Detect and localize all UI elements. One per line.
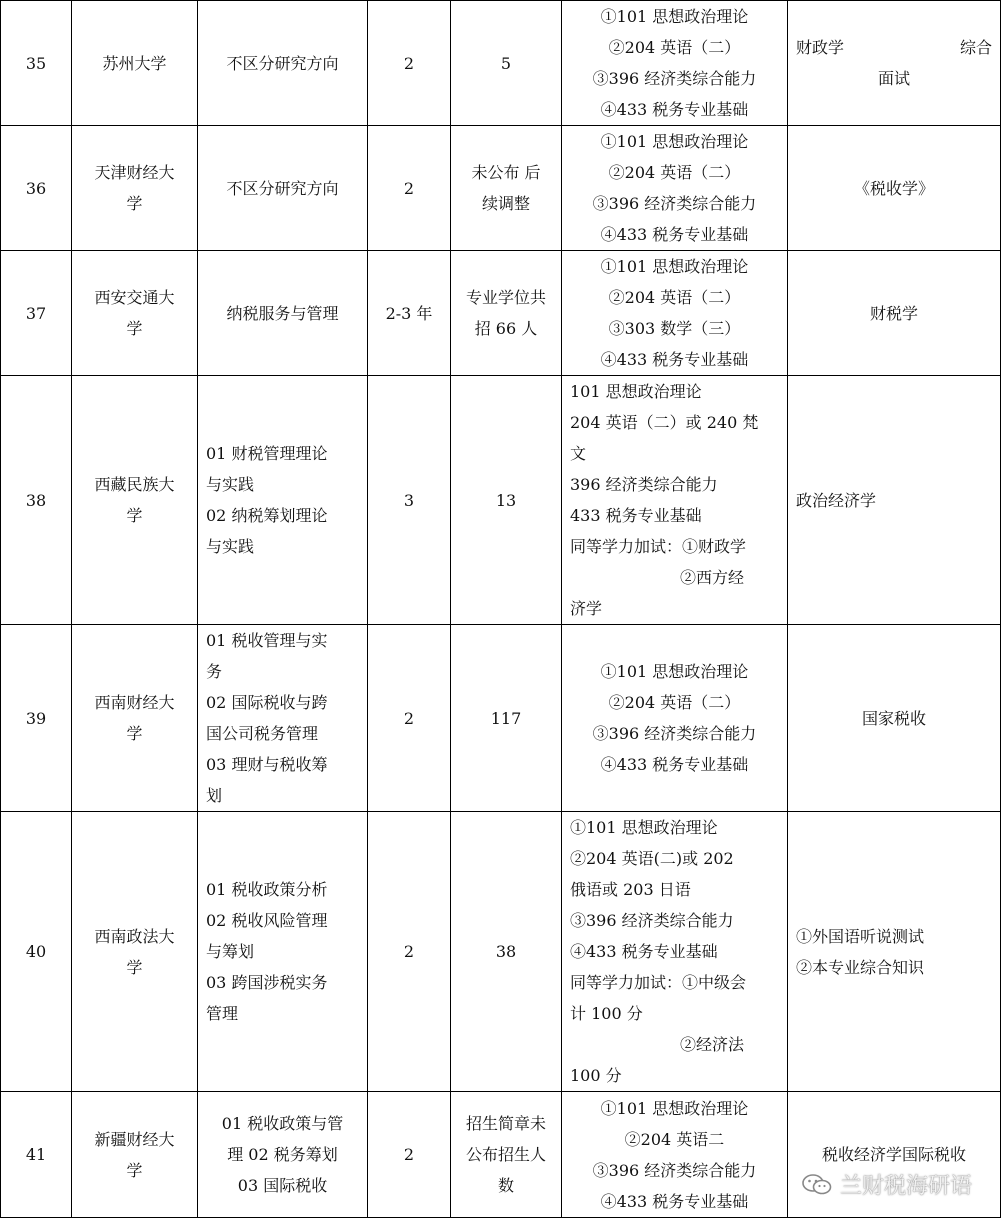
school-name bbox=[72, 625, 198, 812]
row-number: 35 bbox=[1, 1, 72, 126]
direction-line: 01 税收政策与管 bbox=[221, 1114, 344, 1133]
retest-line: 财税学 bbox=[869, 303, 918, 323]
school-name bbox=[72, 251, 198, 376]
school-name bbox=[72, 126, 198, 251]
school-line: 学 bbox=[126, 724, 143, 743]
row-number: 40 bbox=[1, 812, 72, 1092]
exam-line: ②经济法 bbox=[680, 1035, 745, 1054]
school-line: 学 bbox=[126, 194, 143, 213]
exam-line: 计 100 分 bbox=[570, 1004, 643, 1023]
school-line: 西藏民族大 bbox=[94, 475, 175, 494]
exam-line: ①101 思想政治理论 bbox=[600, 132, 749, 151]
retest-line: 面试 bbox=[877, 69, 910, 88]
enrollment-quota bbox=[451, 126, 562, 251]
quota-line: 38 bbox=[495, 942, 517, 961]
study-years: 2 bbox=[368, 812, 451, 1092]
exam-line: ②204 英语（二） bbox=[608, 693, 741, 712]
exam-line: 433 税务专业基础 bbox=[570, 506, 702, 525]
row-number: 38 bbox=[1, 376, 72, 625]
exam-subjects bbox=[562, 625, 788, 812]
study-years: 2 bbox=[368, 1092, 451, 1218]
retest-line: 《税收学》 bbox=[853, 178, 934, 198]
quota-line: 13 bbox=[495, 490, 517, 510]
exam-line: 俄语或 203 日语 bbox=[570, 880, 691, 899]
table-row bbox=[1, 126, 1001, 251]
school-name bbox=[72, 1, 198, 126]
research-direction bbox=[198, 126, 368, 251]
exam-line: ③396 经济类综合能力 bbox=[570, 911, 734, 930]
study-years: 2 bbox=[368, 625, 451, 812]
retest-subjects bbox=[788, 376, 1001, 625]
quota-line: 数 bbox=[497, 1176, 514, 1195]
school-line: 学 bbox=[126, 1160, 143, 1180]
retest-line bbox=[796, 32, 992, 63]
exam-line: ③396 经济类综合能力 bbox=[592, 1160, 757, 1180]
exam-line: ④433 税务专业基础 bbox=[600, 755, 749, 774]
retest-line: 税收经济学国际税收 bbox=[821, 1145, 966, 1164]
exam-line: ③396 经济类综合能力 bbox=[592, 69, 757, 88]
retest-line: 国家税收 bbox=[861, 708, 926, 728]
school-line: 西南财经大 bbox=[94, 693, 175, 712]
school-line: 天津财经大 bbox=[94, 163, 175, 182]
exam-subjects bbox=[562, 126, 788, 251]
research-direction bbox=[198, 625, 368, 812]
school-line: 学 bbox=[126, 319, 143, 338]
exam-subjects bbox=[562, 812, 788, 1092]
exam-line: ④433 税务专业基础 bbox=[600, 100, 749, 119]
retest-line: ②本专业综合知识 bbox=[796, 957, 925, 977]
research-direction bbox=[198, 1, 368, 126]
table-row bbox=[1, 1, 1001, 126]
retest-subjects bbox=[788, 251, 1001, 376]
study-years: 3 bbox=[368, 376, 451, 625]
exam-line: ②204 英语（二） bbox=[608, 163, 741, 182]
direction-line: 划 bbox=[206, 786, 223, 805]
quota-line: 招生简章未 bbox=[465, 1114, 546, 1133]
exam-line: ④433 税务专业基础 bbox=[600, 225, 749, 244]
quota-line: 5 bbox=[500, 53, 512, 73]
direction-line: 02 国际税收与跨 bbox=[206, 693, 328, 712]
table-row bbox=[1, 376, 1001, 625]
exam-line: ②204 英语（二） bbox=[608, 288, 741, 307]
exam-line: ①101 思想政治理论 bbox=[570, 818, 718, 837]
exam-line: 396 经济类综合能力 bbox=[570, 475, 718, 494]
quota-line: 未公布 后 bbox=[471, 163, 541, 182]
direction-line: 与筹划 bbox=[206, 942, 255, 961]
school-line: 新疆财经大 bbox=[94, 1129, 175, 1149]
school-name bbox=[72, 1092, 198, 1218]
exam-line: 同等学力加试：①财政学 bbox=[570, 537, 747, 556]
exam-line: ③303 数学（三） bbox=[608, 319, 741, 338]
direction-line: 理 02 税务筹划 bbox=[227, 1145, 338, 1164]
school-line: 西南政法大 bbox=[94, 926, 175, 946]
exam-line: ③396 经济类综合能力 bbox=[592, 194, 757, 213]
exam-subjects bbox=[562, 1, 788, 126]
direction-line: 01 税收管理与实 bbox=[206, 631, 328, 650]
retest-part: 综合 bbox=[959, 38, 992, 57]
exam-line: ④433 税务专业基础 bbox=[570, 942, 718, 961]
exam-subjects bbox=[562, 251, 788, 376]
direction-line: 02 税收风险管理 bbox=[206, 911, 328, 930]
exam-subjects bbox=[562, 376, 788, 625]
retest-line: 政治经济学 bbox=[796, 490, 877, 510]
exam-line: 济学 bbox=[570, 599, 603, 618]
direction-line: 01 财税管理理论 bbox=[206, 444, 328, 463]
study-years: 2 bbox=[368, 126, 451, 251]
wechat-icon bbox=[802, 1173, 832, 1197]
exam-line: ④433 税务专业基础 bbox=[600, 350, 749, 369]
quota-line: 招 66 人 bbox=[474, 319, 538, 338]
exam-line: ②西方经 bbox=[680, 568, 745, 587]
retest-line: ①外国语听说测试 bbox=[796, 926, 925, 946]
enrollment-quota bbox=[451, 376, 562, 625]
quota-line: 公布招生人 bbox=[465, 1145, 546, 1164]
table-body bbox=[1, 1, 1001, 1218]
exam-line: ③396 经济类综合能力 bbox=[592, 724, 757, 743]
exam-line: 100 分 bbox=[570, 1066, 622, 1085]
quota-line: 专业学位共 bbox=[465, 288, 546, 307]
enrollment-quota bbox=[451, 1, 562, 126]
row-number: 41 bbox=[1, 1092, 72, 1218]
watermark bbox=[802, 1169, 972, 1200]
school-name bbox=[72, 376, 198, 625]
school-line: 学 bbox=[126, 957, 143, 977]
retest-subjects bbox=[788, 126, 1001, 251]
retest-subjects bbox=[788, 625, 1001, 812]
exam-line: ①101 思想政治理论 bbox=[600, 662, 749, 681]
direction-line: 03 国际税收 bbox=[237, 1176, 328, 1195]
school-line: 苏州大学 bbox=[102, 53, 167, 73]
exam-line: ④433 税务专业基础 bbox=[600, 1191, 749, 1211]
direction-line: 管理 bbox=[206, 1004, 239, 1023]
exam-subjects bbox=[562, 1092, 788, 1218]
direction-line: 与实践 bbox=[206, 475, 255, 494]
direction-line: 务 bbox=[206, 662, 223, 681]
watermark-text: 兰财税海研语 bbox=[839, 1174, 972, 1199]
enrollment-quota bbox=[451, 625, 562, 812]
research-direction bbox=[198, 812, 368, 1092]
school-name bbox=[72, 812, 198, 1092]
exam-line: ①101 思想政治理论 bbox=[600, 1098, 749, 1118]
school-line: 西安交通大 bbox=[94, 288, 175, 307]
table-row bbox=[1, 812, 1001, 1092]
direction-line: 不区分研究方向 bbox=[226, 178, 339, 198]
direction-line: 不区分研究方向 bbox=[226, 53, 339, 73]
direction-line: 02 纳税筹划理论 bbox=[206, 506, 328, 525]
exam-line: 204 英语（二）或 240 梵 bbox=[570, 413, 759, 432]
school-line: 学 bbox=[126, 506, 143, 525]
study-years: 2 bbox=[368, 1, 451, 126]
direction-line: 国公司税务管理 bbox=[206, 724, 319, 743]
research-direction bbox=[198, 376, 368, 625]
table-row bbox=[1, 625, 1001, 812]
direction-line: 03 跨国涉税实务 bbox=[206, 973, 328, 992]
enrollment-quota bbox=[451, 812, 562, 1092]
row-number: 36 bbox=[1, 126, 72, 251]
row-number: 39 bbox=[1, 625, 72, 812]
research-direction bbox=[198, 1092, 368, 1218]
exam-line: ②204 英语(二)或 202 bbox=[570, 849, 734, 868]
exam-line: ②204 英语（二） bbox=[608, 38, 741, 57]
retest-subjects bbox=[788, 812, 1001, 1092]
enrollment-quota bbox=[451, 1092, 562, 1218]
enrollment-quota bbox=[451, 251, 562, 376]
quota-line: 117 bbox=[490, 708, 522, 728]
direction-line: 与实践 bbox=[206, 537, 255, 556]
quota-line: 续调整 bbox=[481, 194, 530, 213]
table-row bbox=[1, 251, 1001, 376]
row-number: 37 bbox=[1, 251, 72, 376]
exam-line: 101 思想政治理论 bbox=[570, 382, 702, 401]
exam-line: ①101 思想政治理论 bbox=[600, 257, 749, 276]
exam-line: 同等学力加试：①中级会 bbox=[570, 973, 747, 992]
direction-line: 03 理财与税收筹 bbox=[206, 755, 328, 774]
exam-line: ①101 思想政治理论 bbox=[600, 7, 749, 26]
exam-line: ②204 英语二 bbox=[624, 1129, 725, 1149]
research-direction bbox=[198, 251, 368, 376]
exam-line: 文 bbox=[570, 444, 587, 463]
retest-part: 财政学 bbox=[796, 38, 845, 57]
study-years: 2-3 年 bbox=[368, 251, 451, 376]
direction-line: 纳税服务与管理 bbox=[226, 303, 339, 323]
direction-line: 01 税收政策分析 bbox=[206, 880, 328, 899]
retest-subjects bbox=[788, 1, 1001, 126]
